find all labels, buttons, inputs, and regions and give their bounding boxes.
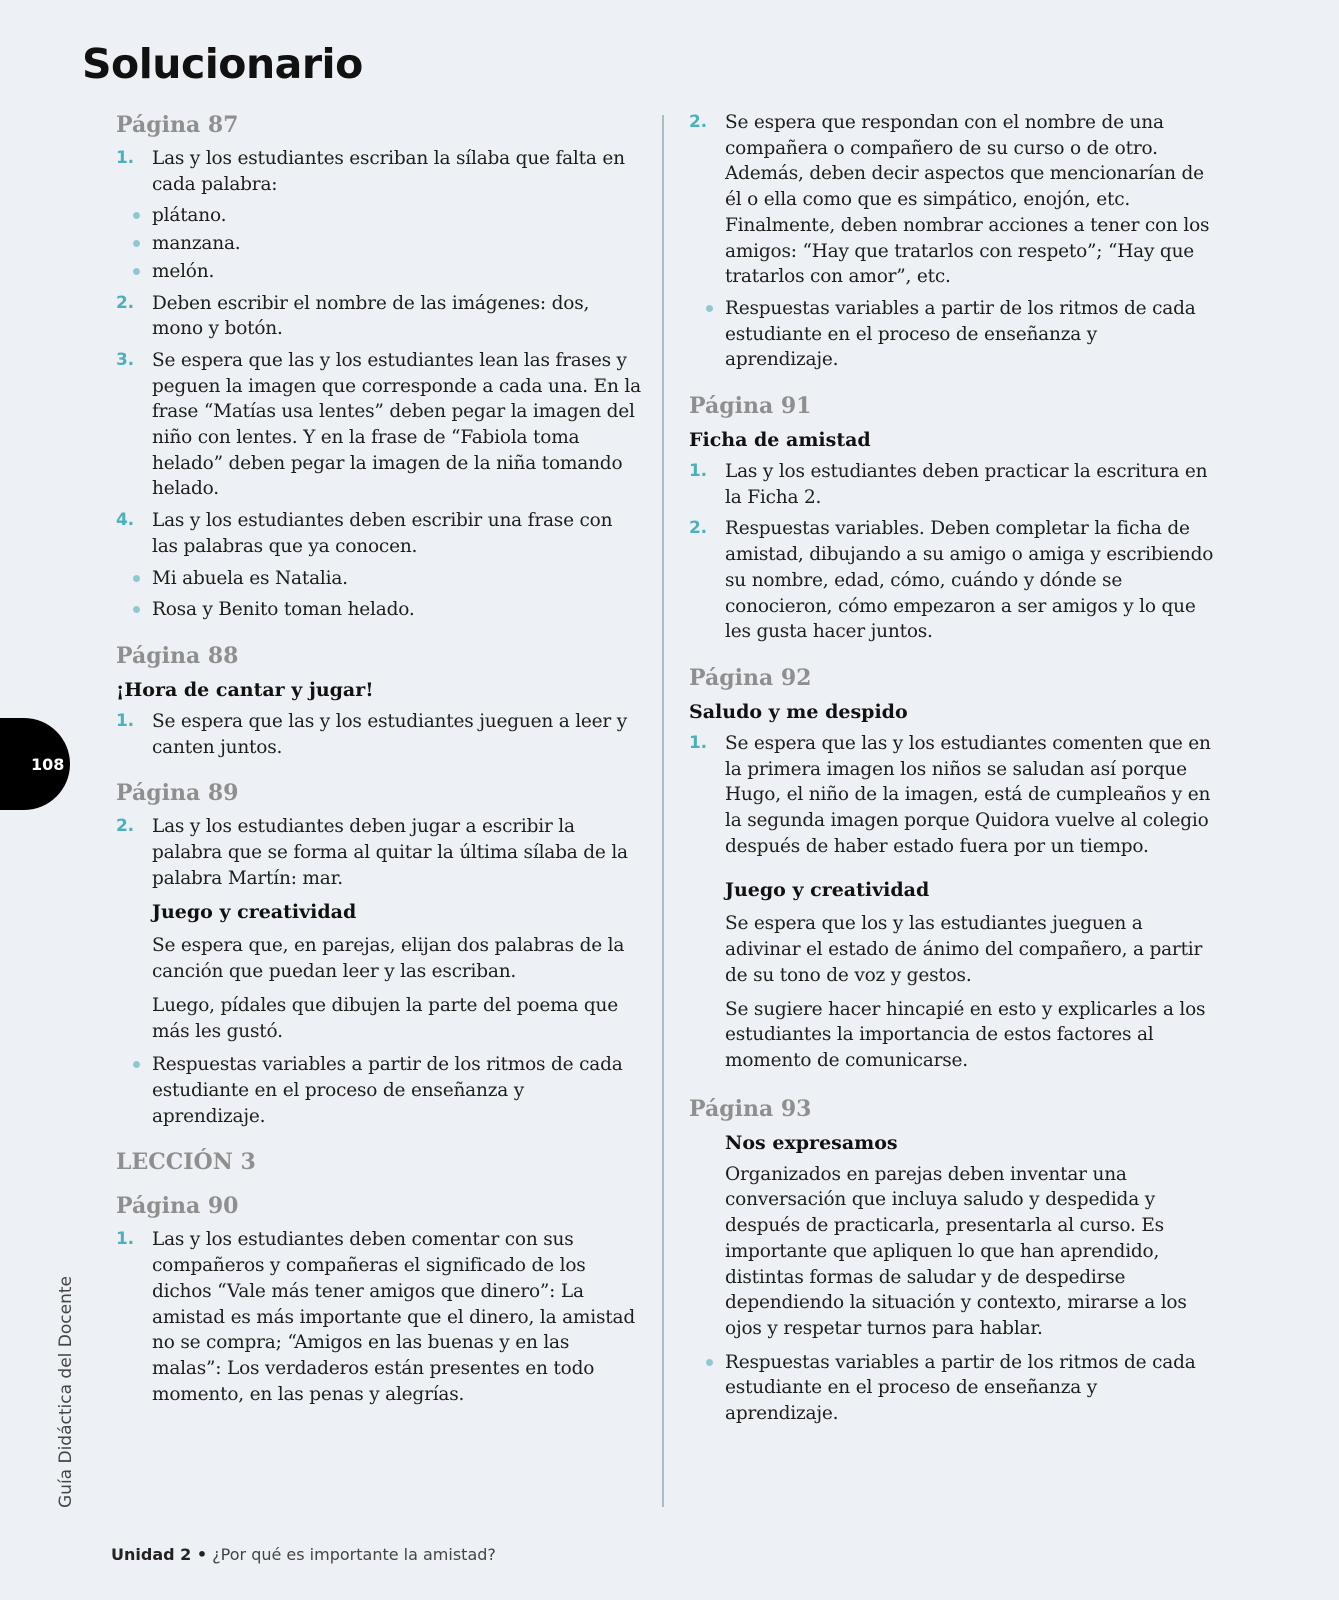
section-heading-p93: Página 93 [689,1095,812,1122]
section-heading-p91: Página 91 [689,393,812,420]
footer [111,1545,496,1564]
list-item [116,709,641,760]
item-text: Las y los estudiantes deben comentar con sus compañeros y compañeras el significado de los dichos “Vale más tener amigos que dinero”: La amistad es más importante que el dinero, la amistad no se compra; “Amigos en las buenas y en las malas”: Los verdaderos están presentes en todo momento, en las penas y alegrías. [152,1229,635,1405]
bullet-item [705,1350,1214,1427]
item-text: Respuestas variables. Deben completar la ficha de amistad, dibujando a su amigo o amiga y escribiendo su nombre, edad, cómo, cuándo y dónde se conocieron, cómo empezaron a ser amigos y lo que les gusta hacer juntos. [725,518,1214,643]
item-number: 2. [689,112,707,132]
bullet-text: Rosa y Benito toman helado. [152,599,415,621]
lesson-heading: LECCIÓN 3 [116,1149,256,1176]
list-item [689,731,1214,860]
item-number: 4. [116,510,134,531]
bullet-item [132,1052,641,1129]
bullet-text: manzana. [152,233,241,255]
bullet-item [132,597,641,623]
page-number: 108 [31,754,65,774]
item-text: Se espera que las y los estudiantes comenten que en la primera imagen los niños se saludan así porque Hugo, el niño de la imagen, está de cumpleaños y en la segunda imagen porque Quidora vuelve al colegio después de haber estado fuera por un tiempo. [725,732,1211,857]
subsection-heading: ¡Hora de cantar y jugar! [116,678,374,701]
list-item [116,1227,641,1407]
bullet-text: plátano. [152,205,227,227]
bullet-dot-icon [132,231,152,257]
subsection-heading: Ficha de amistad [689,429,871,452]
list-item [689,110,1214,290]
bullet-dot-icon [132,597,152,623]
bullet-dot-icon [132,566,152,592]
column-divider [662,115,664,1507]
item-text: Las y los estudiantes deben practicar la escritura en la Ficha 2. [725,461,1208,508]
item-number: 1. [116,148,134,168]
item-text: Deben escribir el nombre de las imágenes: dos, mono y botón. [152,292,590,340]
subsection-heading: Juego y creatividad [725,879,930,902]
subsection-heading: Saludo y me despido [689,700,908,723]
bullet-item [132,566,641,592]
list-item [689,516,1214,645]
list-item [116,348,641,502]
bullet-dot-icon [132,203,152,229]
bullet-item [705,296,1214,373]
paragraph: Se espera que los y las estudiantes jueguen a adivinar el estado de ánimo del compañero, a partir de su tono de voz y gestos. [725,913,1203,986]
bullet-dot-icon [705,1350,725,1427]
bullet-item [132,231,641,257]
bullet-dot-icon [705,296,725,373]
item-number: 1. [689,461,707,482]
bullet-item [132,259,641,285]
right-column [689,110,1214,1433]
section-heading-p87: Página 87 [116,112,239,138]
list-item [116,146,641,197]
list-item [116,508,641,559]
paragraph: Luego, pídales que dibujen la parte del poema que más les gustó. [152,994,619,1042]
bullet-text: Respuestas variables a partir de los ritmos de cada estudiante en el proceso de enseñanza y aprendizaje. [152,1054,623,1127]
item-text: Se espera que las y los estudiantes lean las frases y peguen la imagen que corresponde a cada una. En la frase “Matías usa lentes” deben pegar la imagen del niño con lentes. Y en la frase de “Fabiola toma helado” deben pegar la imagen de la niña tomando helado. [152,349,641,500]
paragraph: Organizados en parejas deben inventar una conversación que incluya saludo y despedida y después de practicarla, presentarla al curso. Es importante que apliquen lo que han aprendido, distintas formas de saludar y de despedirse dependiendo la situación y contexto, mirarse a los ojos y respetar turnos para hablar. [725,1163,1187,1339]
bullet-dot-icon [132,259,152,285]
list-item [116,814,641,891]
section-heading-p89: Página 89 [116,780,239,807]
subsection-heading: Juego y creatividad [152,901,357,924]
footer-unit: Unidad 2 • [111,1545,208,1564]
item-number: 3. [116,349,134,370]
page-number-tab [0,718,70,810]
subsection-heading: Nos expresamos [725,1131,898,1154]
item-text: Se espera que las y los estudiantes jueguen a leer y canten juntos. [152,710,628,758]
bullet-text: Respuestas variables a partir de los ritmos de cada estudiante en el proceso de enseñanza y aprendizaje. [725,297,1196,371]
section-heading-p88: Página 88 [116,642,239,669]
bullet-dot-icon [132,1052,152,1129]
side-label: Guía Didáctica del Docente [56,1276,76,1508]
item-text: Las y los estudiantes deben escribir una frase con las palabras que ya conocen. [152,510,613,557]
paragraph: Se sugiere hacer hincapié en esto y explicarles a los estudiantes la importancia de estos factores al momento de comunicarse. [725,998,1206,1071]
item-number: 1. [689,732,707,753]
section-heading-p92: Página 92 [689,664,812,691]
section-heading-p90: Página 90 [116,1193,239,1220]
bullet-text: Mi abuela es Natalia. [152,567,348,589]
list-item [116,291,641,342]
item-number: 2. [689,518,707,539]
left-column [116,110,641,1413]
item-text: Se espera que respondan con el nombre de una compañera o compañero de su curso o de otro. Además, deben decir aspectos que mencionarían de él o ella como que es simpático, enojón, etc. Finalmente, deben nombrar acciones a tener con los amigos: “Hay que tratarlos con respeto”; “Hay que tratarlos con amor”, etc. [725,112,1210,288]
footer-question: ¿Por qué es importante la amistad? [207,1545,496,1564]
item-number: 1. [116,1229,134,1250]
item-number: 2. [116,816,134,837]
list-item [689,459,1214,510]
page-title: Solucionario [82,40,363,88]
item-text: Las y los estudiantes escriban la sílaba que falta en cada palabra: [152,148,625,195]
item-text: Las y los estudiantes deben jugar a escribir la palabra que se forma al quitar la última sílaba de la palabra Martín: mar. [152,816,628,889]
bullet-item [132,203,641,229]
item-number: 1. [116,710,134,731]
bullet-text: melón. [152,260,215,282]
bullet-text: Respuestas variables a partir de los ritmos de cada estudiante en el proceso de enseñanza y aprendizaje. [725,1351,1196,1425]
paragraph: Se espera que, en parejas, elijan dos palabras de la canción que puedan leer y las escriban. [152,935,625,983]
item-number: 2. [116,292,134,313]
